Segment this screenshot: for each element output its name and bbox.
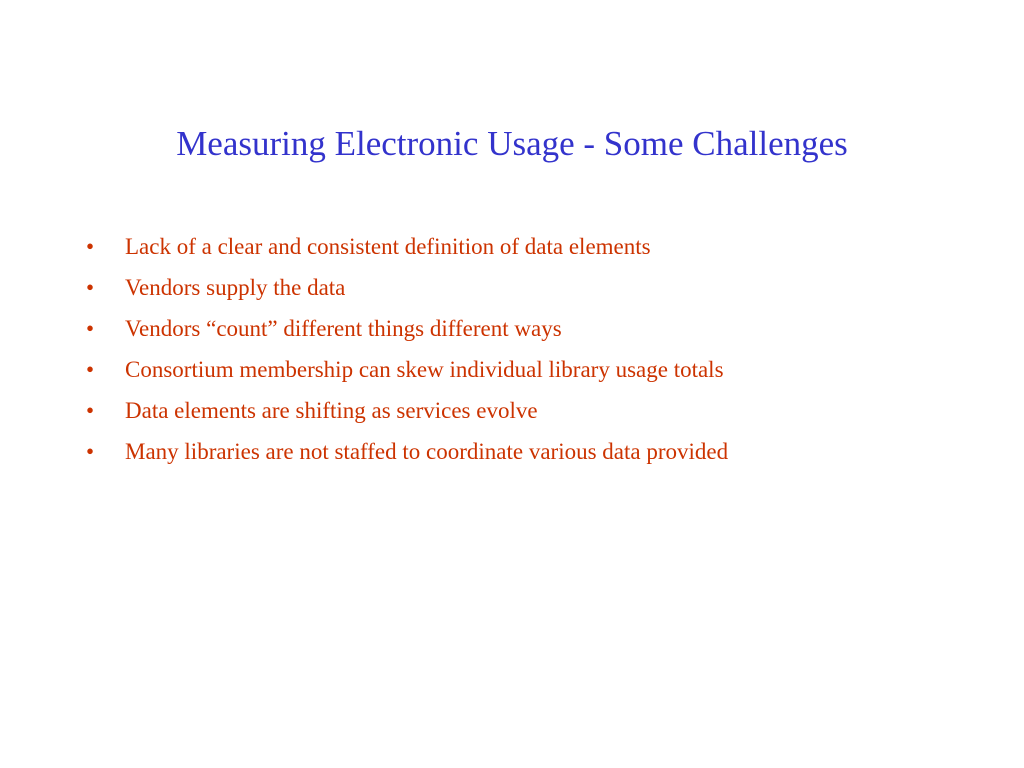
bullet-marker: • <box>86 234 95 259</box>
bullet-marker: • <box>86 316 95 341</box>
slide-title: Measuring Electronic Usage - Some Challenges <box>176 124 848 163</box>
list-item <box>86 390 728 431</box>
list-item <box>86 267 728 308</box>
bullet-marker: • <box>86 275 95 300</box>
list-item <box>86 349 728 390</box>
list-item <box>86 431 728 472</box>
bullet-text: Vendors “count” different things different ways <box>125 316 562 341</box>
list-item <box>86 226 728 267</box>
bullet-text: Lack of a clear and consistent definition of data elements <box>125 234 651 259</box>
bullet-list <box>86 226 728 472</box>
bullet-text: Data elements are shifting as services evolve <box>125 398 538 423</box>
bullet-text: Many libraries are not staffed to coordinate various data provided <box>125 439 729 464</box>
bullet-marker: • <box>86 357 95 382</box>
bullet-marker: • <box>86 398 95 423</box>
list-item <box>86 308 728 349</box>
bullet-text: Vendors supply the data <box>125 275 346 300</box>
bullet-marker: • <box>86 439 95 464</box>
bullet-text: Consortium membership can skew individual library usage totals <box>125 357 724 382</box>
